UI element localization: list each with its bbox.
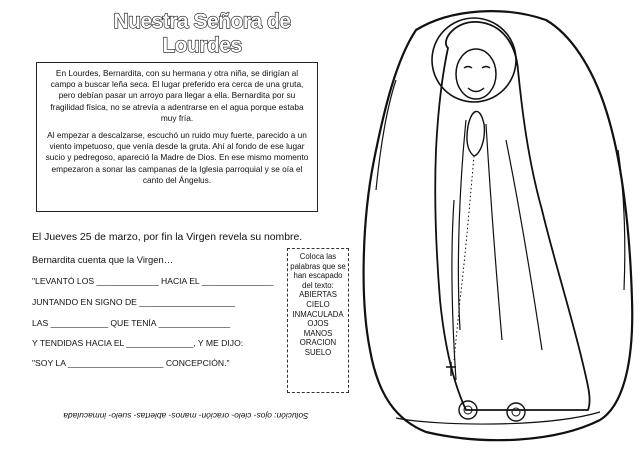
fill-line-2: JUNTANDO EN SIGNO DE ____________________: [32, 297, 235, 307]
rose-right: [507, 403, 525, 421]
story-paragraph-2: Al empezar a descalzarse, escuchó un ruido muy fuerte, parecido a un viento impetuoso, que venía desde la gruta. Ahí al fondo de ese lugar sucio y pedregoso, apareció la Madre de Dios. En ese mismo momento empezaron a sonar las campanas de la Iglesia parroquial y se oía el canto del Ángelus.: [45, 130, 309, 185]
upside-down-solution: Solución: ojos- cielo- oración- manos- abiertas- suelo- inmaculada: [63, 411, 309, 421]
fill-line-4: Y TENDIDAS HACIA EL ______________, Y ME DIJO:: [32, 338, 244, 348]
word-bank-instruction: Coloca las palabras que se han escapado del texto:: [290, 252, 346, 290]
word-item: ABIERTAS: [299, 290, 337, 300]
word-item: CIELO: [306, 299, 330, 309]
veil: [435, 22, 589, 410]
intro-text: El Jueves 25 de marzo, por fin la Virgen revela su nombre.: [32, 232, 303, 243]
story-box: [36, 62, 318, 212]
rosary: [454, 156, 474, 360]
word-item: OJOS: [307, 319, 329, 329]
praying-hands: [467, 111, 485, 156]
word-item: ORACION: [299, 338, 337, 348]
word-item: SUELO: [304, 347, 332, 357]
intro-text-2: Bernardita cuenta que la Virgen…: [32, 254, 174, 265]
fill-line-1: "LEVANTÓ LOS _____________ HACIA EL _______________: [32, 276, 274, 286]
page-title: Nuestra Señora de Lourdes: [113, 10, 291, 57]
grotto-outline: [364, 11, 633, 440]
word-bank: [287, 248, 349, 393]
story-paragraph-1: En Lourdes, Bernardita, con su hermana y otra niña, se dirigían al campo a buscar leña seca. El lugar preferido era cerca de una gruta, pero debían pasar un arroyo para llegar a ella. Bernardita por su fragilidad física, no se atrevía a adentrarse en el agua porque estaba muy fría.: [50, 68, 304, 123]
word-item: INMACULADA: [292, 309, 344, 319]
word-item: MANOS: [303, 328, 333, 338]
halo: [432, 18, 516, 102]
fill-line-5: "SOY LA ____________________ CONCEPCIÓN.": [32, 358, 230, 368]
virgin-mary-illustration: [356, 0, 640, 452]
fill-line-3: LAS ____________ QUE TENÍA _______________: [32, 318, 231, 328]
